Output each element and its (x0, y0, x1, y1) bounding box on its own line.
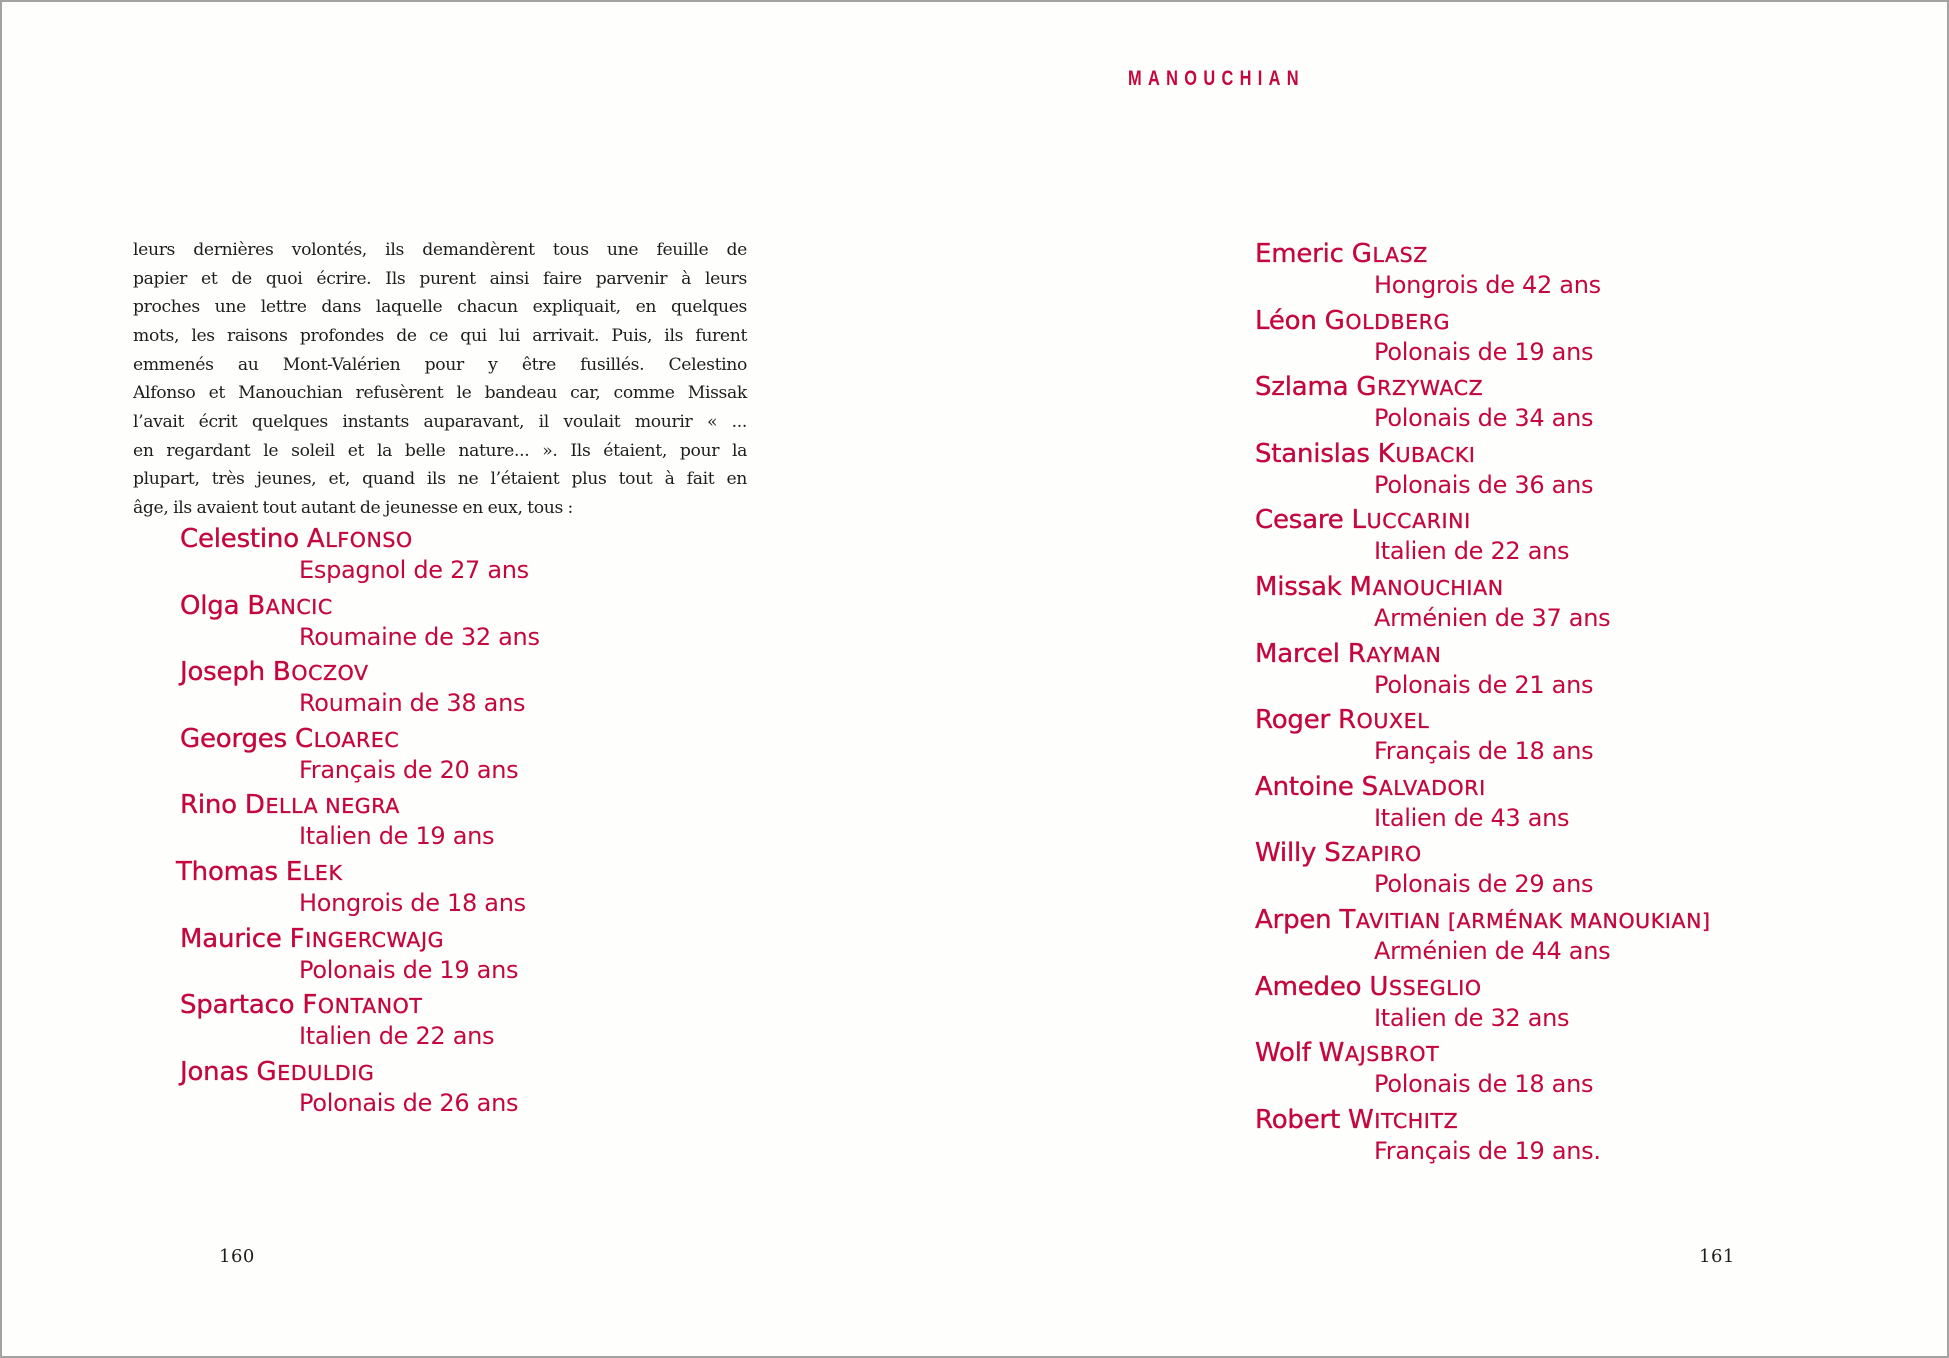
roster-entry (1255, 639, 1593, 700)
surname: GLASZ (1351, 239, 1428, 269)
nationality-age: Italien de 22 ans (1374, 537, 1570, 566)
surname: DELLA NEGRA (244, 790, 400, 821)
body-paragraph (133, 236, 747, 523)
first-name: Cesare (1255, 505, 1344, 536)
surname: BANCIC (247, 590, 333, 621)
nationality-age: Polonais de 21 ans (1374, 670, 1594, 699)
first-name: Thomas (176, 857, 278, 887)
paragraph-line: papier et de quoi écrire. Ils purent ainsi faire parvenir à leurs (133, 268, 747, 289)
nationality-age: Polonais de 19 ans (1374, 337, 1594, 366)
roster-entry (180, 1057, 518, 1118)
person-name (1255, 905, 1711, 936)
surname: SALVADORI (1361, 771, 1486, 802)
first-name: Willy (1255, 838, 1317, 869)
first-name: Marcel (1255, 638, 1340, 669)
nationality-age: Hongrois de 42 ans (1374, 271, 1601, 299)
person-name (180, 790, 494, 821)
roster-entry (1255, 239, 1601, 300)
person-name (1255, 772, 1569, 803)
first-name: Amedeo (1255, 971, 1362, 1002)
surname: KUBACKI (1377, 438, 1476, 469)
person-name (1255, 239, 1601, 270)
nationality-age: Français de 20 ans (299, 755, 519, 784)
roster-entry (1255, 572, 1610, 633)
paragraph-line: en regardant le soleil et la belle nature... ». Ils étaient, pour la (133, 440, 747, 461)
first-name: Arpen (1255, 905, 1332, 935)
nationality-age: Polonais de 18 ans (1374, 1070, 1594, 1099)
surname: ALFONSO (306, 524, 413, 554)
person-name (1255, 1038, 1593, 1069)
person-name (180, 657, 525, 688)
first-name: Spartaco (180, 990, 295, 1021)
surname: RAYMAN (1347, 638, 1442, 669)
nationality-age: Hongrois de 18 ans (299, 889, 526, 917)
nationality-age: Polonais de 36 ans (1374, 470, 1594, 499)
nationality-age: Arménien de 37 ans (1374, 604, 1611, 632)
roster-entry (1255, 705, 1593, 766)
person-name (1255, 972, 1569, 1003)
paragraph-line: emmenés au Mont-Valérien pour y être fusillés. Celestino (133, 354, 747, 375)
nationality-age: Polonais de 26 ans (299, 1088, 519, 1117)
person-name (1255, 439, 1593, 470)
nationality-age: Arménien de 44 ans (1374, 937, 1611, 965)
surname: LUCCARINI (1351, 505, 1471, 536)
nationality-age: Polonais de 34 ans (1374, 404, 1594, 433)
nationality-age: Italien de 19 ans (299, 822, 495, 851)
paragraph-line: proches une lettre dans laquelle chacun expliquait, en quelques (133, 297, 747, 318)
first-name: Celestino (180, 524, 299, 554)
first-name: Wolf (1255, 1038, 1311, 1069)
first-name: Stanislas (1255, 438, 1370, 469)
first-name: Jonas (180, 1056, 249, 1087)
paragraph-line: âge, ils avaient tout autant de jeunesse en eux, tous : (133, 497, 573, 518)
first-name: Joseph (180, 657, 265, 688)
paragraph-line: mots, les raisons profondes de ce qui lui arrivait. Puis, ils furent (133, 325, 747, 346)
person-name (180, 591, 540, 622)
surname: GRZYWACZ (1356, 372, 1484, 403)
nationality-age: Français de 18 ans (1374, 737, 1594, 766)
surname: FONTANOT (302, 990, 423, 1021)
roster-entry (1255, 439, 1593, 500)
roster-entry (1255, 838, 1593, 899)
roster-entry (1255, 505, 1569, 566)
surname: ELEK (285, 857, 343, 887)
first-name: Szlama (1255, 372, 1349, 403)
page-number-left: 160 (219, 1246, 255, 1267)
roster-entry (180, 524, 529, 585)
first-name: Robert (1255, 1104, 1340, 1135)
surname: GOLDBERG (1324, 305, 1451, 336)
surname: SZAPIRO (1324, 838, 1422, 869)
roster-entry (180, 790, 494, 851)
nationality-age: Italien de 22 ans (299, 1022, 495, 1051)
surname: GEDULDIG (256, 1056, 375, 1087)
surname: FINGERCWAJG (289, 923, 445, 954)
nationality-age: Polonais de 19 ans (299, 955, 519, 984)
nationality-age: Français de 19 ans. (1374, 1136, 1601, 1165)
first-name: Rino (180, 790, 237, 821)
roster-entry (1255, 1038, 1593, 1099)
roster-entry (180, 591, 540, 652)
surname: BOCZOV (272, 657, 369, 688)
person-name (180, 990, 494, 1021)
person-name (1255, 306, 1593, 337)
roster-entry (176, 857, 526, 918)
nationality-age: Roumaine de 32 ans (299, 622, 540, 651)
person-name (1255, 372, 1593, 403)
person-name (1255, 838, 1593, 869)
first-name: Olga (180, 590, 240, 621)
first-name: Maurice (180, 923, 282, 954)
paragraph-line: l’avait écrit quelques instants auparavant, il voulait mourir « ... (133, 411, 747, 432)
person-name (1255, 639, 1593, 670)
surname: CLOAREC (294, 723, 400, 754)
roster-entry (1255, 372, 1593, 433)
person-name (1255, 1105, 1601, 1136)
roster-entry (180, 724, 518, 785)
roster-entry (1255, 905, 1711, 966)
surname: WAJSBROT (1318, 1038, 1440, 1069)
person-name (180, 1057, 518, 1088)
nationality-age: Italien de 43 ans (1374, 803, 1570, 832)
paragraph-line: plupart, très jeunes, et, quand ils ne l’étaient plus tout à fait en (133, 469, 747, 490)
page-number-right: 161 (1699, 1246, 1735, 1267)
surname: TAVITIAN [ARMÉNAK MANOUKIAN] (1339, 905, 1711, 935)
person-name (180, 524, 529, 555)
running-head: MANOUCHIAN (1128, 67, 1305, 90)
nationality-age: Roumain de 38 ans (299, 689, 526, 718)
person-name (180, 924, 518, 955)
roster-entry (180, 657, 525, 718)
roster-entry (1255, 972, 1569, 1033)
person-name (1255, 572, 1610, 603)
first-name: Missak (1255, 572, 1342, 602)
paragraph-line: Alfonso et Manouchian refusèrent le bandeau car, comme Missak (133, 383, 747, 404)
nationality-age: Espagnol de 27 ans (299, 556, 529, 584)
roster-entry (1255, 772, 1569, 833)
roster-entry (1255, 1105, 1601, 1166)
nationality-age: Italien de 32 ans (1374, 1003, 1570, 1032)
nationality-age: Polonais de 29 ans (1374, 870, 1594, 899)
roster-entry (180, 924, 518, 985)
surname: WITCHITZ (1348, 1104, 1459, 1135)
paragraph-line: leurs dernières volontés, ils demandèrent tous une feuille de (133, 240, 747, 260)
surname: USSEGLIO (1369, 971, 1482, 1002)
surname: ROUXEL (1338, 705, 1430, 736)
first-name: Emeric (1255, 239, 1344, 269)
first-name: Georges (180, 723, 287, 754)
first-name: Roger (1255, 705, 1330, 736)
person-name (1255, 705, 1593, 736)
person-name (176, 857, 526, 888)
first-name: Léon (1255, 305, 1317, 336)
roster-entry (1255, 306, 1593, 367)
person-name (180, 724, 518, 755)
person-name (1255, 505, 1569, 536)
roster-entry (180, 990, 494, 1051)
surname: MANOUCHIAN (1349, 572, 1504, 602)
first-name: Antoine (1255, 771, 1354, 802)
